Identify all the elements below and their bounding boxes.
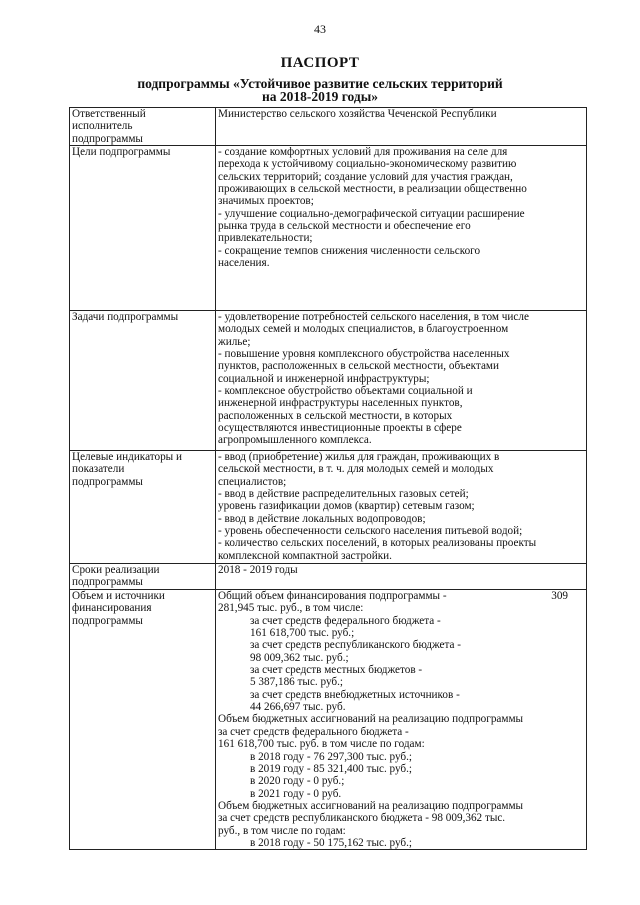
page-title: ПАСПОРТ [280,55,360,71]
funding-line: в 2021 году - 0 руб. [250,787,342,800]
row-value [216,146,587,311]
row-value [216,451,587,564]
label-line: Задачи подпрограммы [72,311,179,324]
funding-line: за счет средств республиканского бюджета - [250,639,462,652]
row-value [216,590,587,850]
table-row-owner [70,108,587,146]
row-label [70,590,216,850]
label-line: подпрограммы [72,614,143,627]
value-line: значимых проектов; [218,195,314,208]
value-line: Министерство сельского хозяйства Чеченской Республики [218,108,497,120]
funding-line: 5 387,186 тыс. руб.; [250,676,344,689]
value-line: - комплексное обустройство объектами социальной и [218,385,473,398]
value-line: молодых семей и молодых специалистов, в благоустроенном [218,323,509,336]
value-line: социальной и инженерной инфраструктуры; [218,372,430,385]
funding-line: в 2019 году - 85 321,400 тыс. руб.; [250,762,413,775]
value-line: - удовлетворение потребностей сельского населения, в том числе [218,311,529,324]
label-line: Объем и источники [72,590,165,603]
value-line: агропромышленного комплекса. [218,434,372,447]
row-label [70,451,216,564]
label-line: Целевые индикаторы и [72,451,182,464]
label-line: подпрограммы [72,475,143,488]
value-line: специалистов; [218,475,287,488]
label-line: подпрограммы [72,576,143,589]
funding-line: Объем бюджетных ассигнований на реализацию подпрограммы [218,799,524,812]
row-label [70,564,216,590]
table-row-tasks [70,311,587,451]
funding-line: в 2018 году - 76 297,300 тыс. руб.; [250,750,413,763]
label-line: исполнитель [72,120,133,133]
value-line: осуществляются инвестиционные проекты в сфере [218,422,462,435]
funding-line: 281,945 тыс. руб., в том числе: [218,602,364,615]
label-line: Ответственный [72,108,146,120]
label-line: Сроки реализации [72,564,160,577]
value-line: населения. [218,257,270,270]
value-line: - сокращение темпов снижения численности сельского [218,244,481,257]
funding-line: 98 009,362 тыс. руб.; [250,651,349,664]
label-line: показатели [72,463,125,476]
funding-line: в 2020 году - 0 руб.; [250,775,345,788]
value-line: сельской местности, в т. ч. для молодых семей и молодых [218,463,494,476]
funding-line: 161 618,700 тыс. руб. в том числе по годам: [218,738,425,751]
subtitle-line: на 2018-2019 годы» [261,89,379,104]
row-value [216,108,587,146]
funding-total-text: Общий объем финансирования подпрограммы - [218,590,447,603]
value-line: уровень газификации домов (квартир) сетевым газом; [218,500,475,513]
value-line: - повышение уровня комплексного обустройства населенных [218,348,510,361]
value-line: инженерной инфраструктуры населенных пунктов, [218,397,463,410]
value-line: - создание комфортных условий для проживания на селе для [218,146,508,159]
subtitle-line: подпрограммы «Устойчивое развитие сельских территорий [137,76,503,91]
value-line: привлекательности; [218,232,313,245]
funding-line: за счет средств внебюджетных источников - [250,688,460,701]
value-line: - улучшение социально-демографической ситуации расширение [218,207,525,220]
funding-line: 161 618,700 тыс. руб.; [250,627,355,640]
funding-line: в 2018 году - 50 175,162 тыс. руб.; [250,836,413,849]
value-line: сельских территорий; создание условий для участия граждан, [218,170,513,183]
table-row-goals [70,146,587,311]
funding-line: руб., в том числе по годам: [218,824,346,837]
funding-total-line [218,590,584,602]
value-line: - ввод в действие локальных водопроводов; [218,512,426,525]
table-row-funding [70,590,587,850]
value-line: - ввод (приобретение) жилья для граждан, проживающих в [218,451,500,464]
row-label [70,311,216,451]
funding-line: за счет средств республиканского бюджета - 98 009,362 тыс. [218,812,506,825]
row-label [70,146,216,311]
value-line: перехода к устойчивому социально-экономическому развитию [218,158,517,171]
table-row-indicators [70,451,587,564]
value-line: - уровень обеспеченности сельского населения питьевой водой; [218,525,523,538]
value-line: жилье; [218,335,251,348]
table-row-period [70,564,587,590]
funding-line: 44 266,697 тыс. руб. [250,701,346,714]
value-line: проживающих в сельской местности, в реализации общественно [218,183,527,196]
row-value [216,311,587,451]
row-value [216,564,587,590]
funding-line: за счет средств федерального бюджета - [218,725,409,738]
row-label [70,108,216,146]
value-line: - ввод в действие распределительных газовых сетей; [218,488,469,501]
page-number: 43 [314,22,326,36]
funding-total-number: 309 [551,590,568,603]
page-subtitle [0,77,640,103]
label-line: подпрограммы [72,132,143,145]
value-line: расположенных в сельской местности, в которых [218,409,453,422]
funding-line: Объем бюджетных ассигнований на реализацию подпрограммы [218,713,524,726]
label-line: финансирования [72,602,152,615]
value-line: пунктов, расположенных в сельской местности, объектами [218,360,499,373]
funding-line: за счет средств федерального бюджета - [250,614,441,627]
value-line: 2018 - 2019 годы [218,564,298,577]
passport-table [69,107,587,850]
value-line: - количество сельских поселений, в которых реализованы проекты [218,537,537,550]
value-line: комплексной компактной застройки. [218,549,392,562]
label-line: Цели подпрограммы [72,146,171,159]
value-line: рынка труда в сельской местности и обеспечение его [218,220,471,233]
funding-line: за счет средств местных бюджетов - [250,664,423,677]
